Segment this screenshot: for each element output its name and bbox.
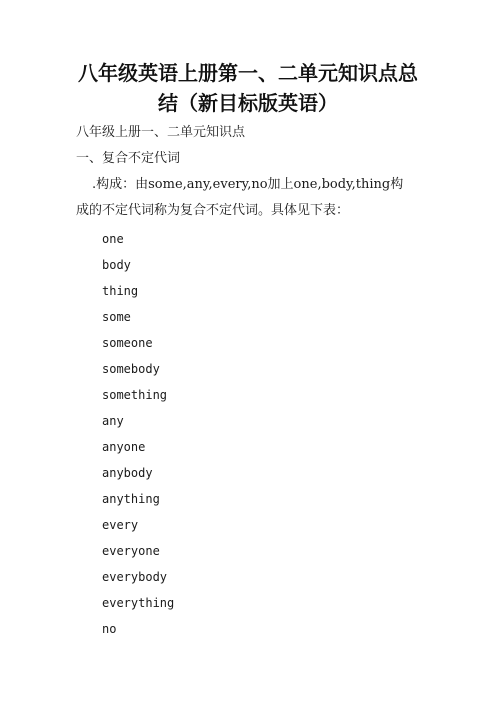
list-item: thing (102, 284, 139, 298)
section-heading: 一、复合不定代词 (76, 151, 181, 166)
document-title-line-2: 结（新目标版英语） (158, 91, 338, 115)
list-item: somebody (102, 362, 160, 376)
list-item: everyone (102, 544, 160, 558)
intro-line-2: 成的不定代词称为复合不定代词。具体见下表： (76, 203, 350, 218)
list-item: anybody (102, 466, 153, 480)
intro-line-1: .构成：由some,any,every,no加上one,body,thing构 (92, 177, 404, 192)
list-item: body (102, 258, 131, 272)
word-list (102, 226, 174, 642)
list-item: anyone (102, 440, 146, 454)
list-item: no (102, 622, 117, 636)
list-item: every (102, 518, 139, 532)
list-item: anything (102, 492, 160, 506)
list-item: everybody (102, 570, 168, 584)
document-title-line-1: 八年级英语上册第一、二单元知识点总 (78, 61, 418, 85)
list-item: someone (102, 336, 153, 350)
list-item: one (102, 232, 124, 246)
list-item: something (102, 388, 168, 402)
subtitle: 八年级上册一、二单元知识点 (76, 125, 246, 140)
list-item: some (102, 310, 131, 324)
list-item: everything (102, 596, 175, 610)
list-item: any (102, 414, 124, 428)
